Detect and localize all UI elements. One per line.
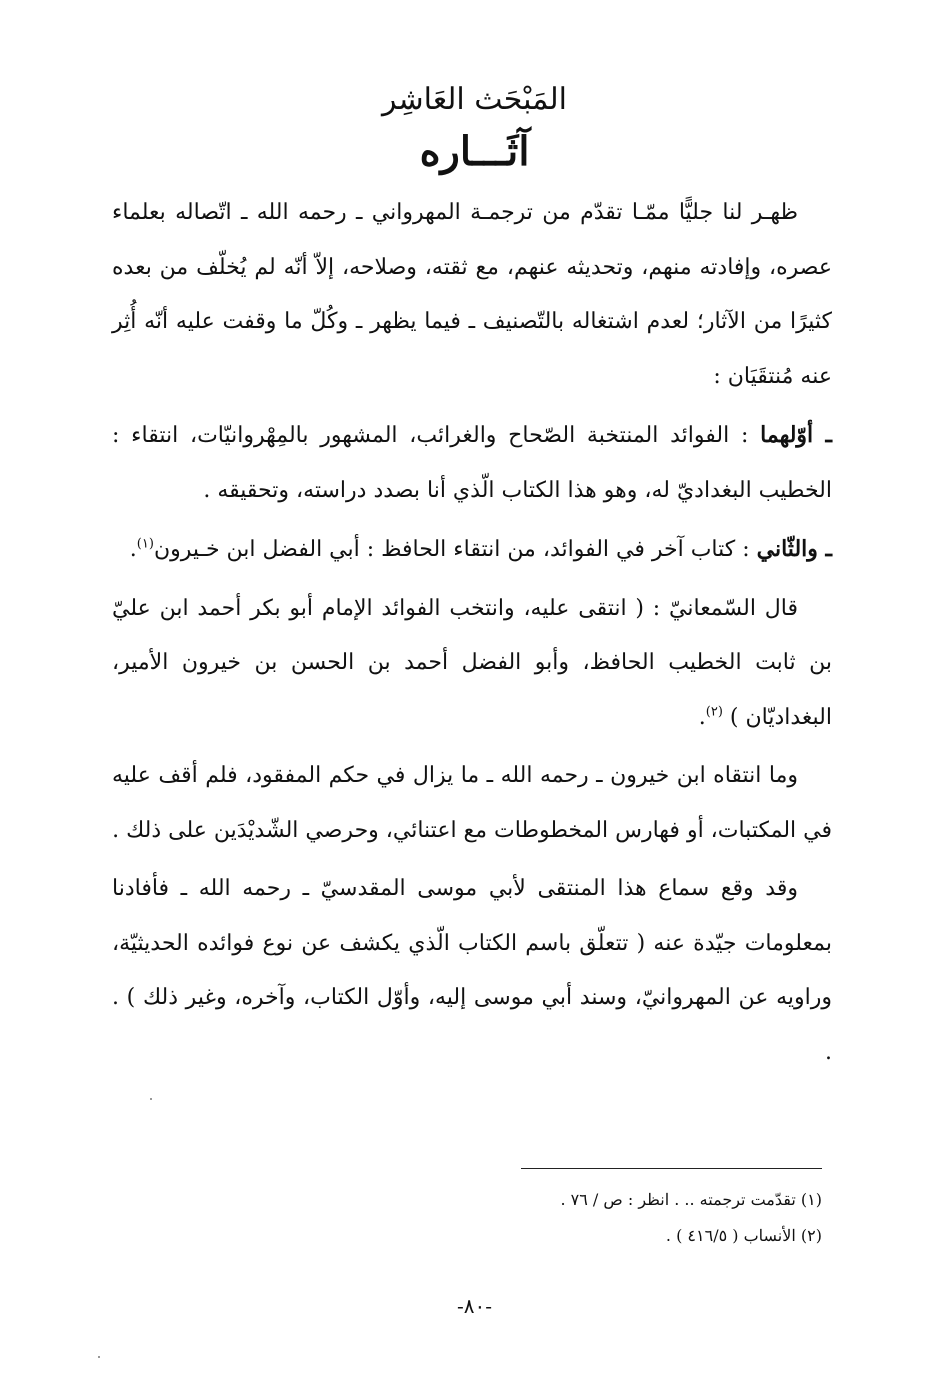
footnote-divider [521, 1168, 822, 1169]
footnote-reference: (٢) [705, 704, 723, 720]
list-item-lead: ـ أوّلهما [760, 422, 833, 448]
scan-speck [98, 1356, 100, 1358]
page-number: -٨٠- [456, 1294, 492, 1318]
footnote-reference: (١) [136, 536, 154, 552]
paragraph-lost-work: وما انتقاه ابن خيرون ـ رحمه الله ـ ما يزال في حكم المفقود، فلم أقف عليه في المكتبات، أو فهارس المخطوطات مع اعتنائي، وحرصي الشّديْدَين على ذلك . [112, 763, 832, 843]
paragraph-samaani-quote [112, 582, 832, 746]
list-item-text: : كتاب آخر في الفوائد، من انتقاء الحافظ : أبي الفضل ابن خـيرون [153, 537, 757, 562]
scan-speck [150, 1098, 152, 1100]
list-item-first-work [112, 408, 832, 518]
chapter-label: المَبْحَث العَاشِر [381, 82, 567, 117]
sentence-end: . [698, 704, 706, 730]
paragraph-text: قال السّمعانيّ : ( انتقى عليه، وانتخب الفوائد الإمام أبو بكر أحمد ابن عليّ بن ثابت الخطيب الحافظ، وأبو الفضل أحمد بن الحسن بن خيرون الأمير، البغداديّان ) [112, 595, 832, 730]
footnotes [112, 1182, 822, 1254]
paragraph-abu-musa: وقد وقع سماع هذا المنتقى لأبي موسى المقدسيّ ـ رحمه الله ـ فأفادنا بمعلومات جيّدة عنه ( تتعلّق باسم الكتاب الّذي يكشف عن نوع فوائده الحديثيّة، وراويه عن المهروانيّ، وسند أبي موسى إليه، وأوّل الكتاب، وآخره، وغير ذلك ) . . [112, 876, 832, 1065]
body-text [112, 186, 832, 1080]
list-item-lead: ـ والثّاني [756, 536, 832, 562]
list-item-second-work [112, 522, 832, 578]
footnote-1: (١) تقدّمت ترجمته .. . انظر : ص / ٧٦ . [560, 1190, 822, 1209]
list-item-text: : الفوائد المنتخبة الصّحاح والغرائب، المشهور بالمِهْروانيّات، انتقاء : الخطيب البغداديّ له، وهو هذا الكتاب الّذي أنا بصدد دراسته، وتحقيقه . [112, 423, 832, 503]
footnote-2: (٢) الأنساب ( ٤١٦/٥ ) . [665, 1226, 822, 1245]
paragraph-intro: ظهـر لنا جليًّا ممّـا تقدّم من ترجمـة المهرواني ـ رحمه الله ـ اتّصاله بعلماء عصره، وإفادته منهم، وتحديثه عنهم، مع ثقته، وصلاحه، إلاّ أنّه لم يُخلّف من بعده كثيرًا من الآثار؛ لعدم اشتغاله بالتّصنيف ـ فيما يظهر ـ وكُلّ ما وقفت عليه أنّه أُثِر عنه مُنتقَيَان : [112, 200, 832, 389]
chapter-title: آثَـــاره [419, 128, 530, 175]
sentence-end: . [129, 537, 137, 562]
